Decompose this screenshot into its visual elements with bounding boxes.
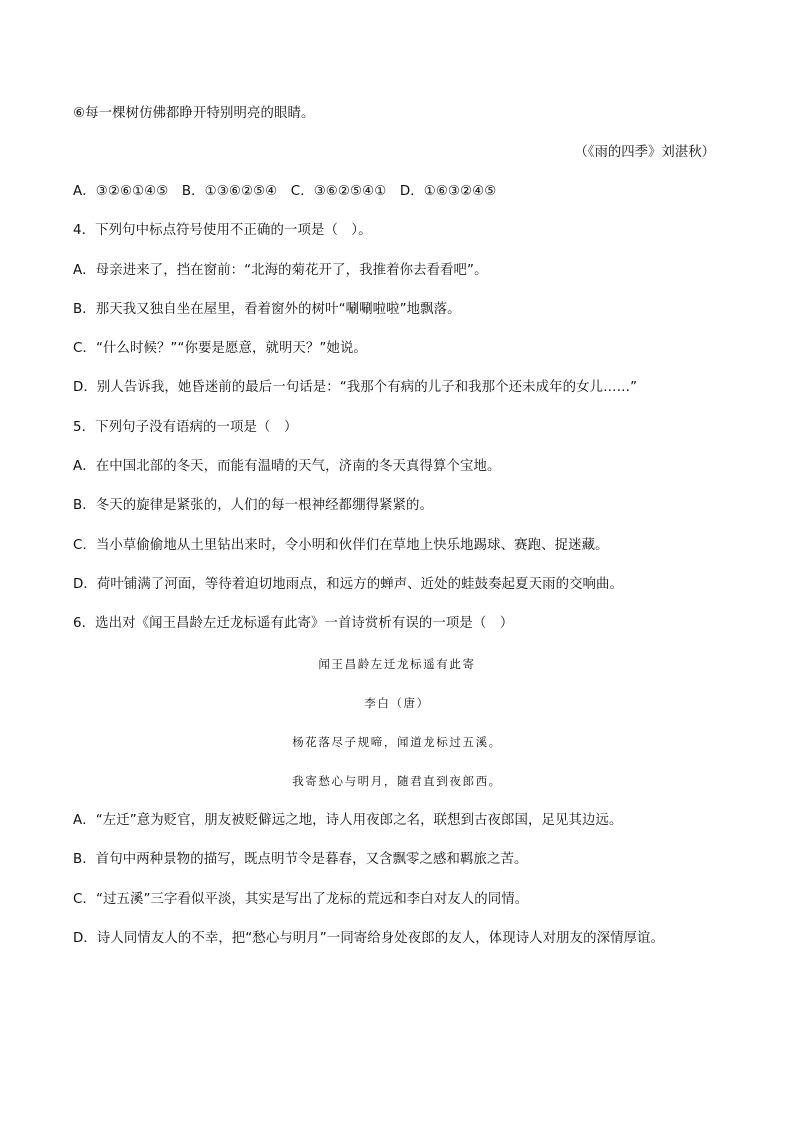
passage-sentence-6: ⑥每一棵树仿佛都睁开特别明亮的眼睛。 [73,106,315,121]
question-5-option-a: A．在中国北部的冬天，而能有温晴的天气，济南的冬天真得算个宝地。 [73,459,501,474]
question-4-option-d: D．别人告诉我，她昏迷前的最后一句话是：“我那个有病的儿子和我那个还未成年的女儿……” [73,380,638,395]
question-6-stem: 6．选出对《闻王昌龄左迁龙标遥有此寄》一首诗赏析有误的一项是（ ） [73,616,514,631]
poem-author: 李白（唐） [364,696,430,710]
question-4-stem: 4．下列句中标点符号使用不正确的一项是（ ）。 [73,223,372,238]
question-6-option-b: B．首句中两种景物的描写，既点明节令是暮春，又含飘零之感和羁旅之苦。 [73,852,528,867]
question-4-option-c: C．“什么时候？”“你要是愿意，就明天？”她说。 [73,341,367,356]
question-4-option-a: A．母亲进来了，挡在窗前：“北海的菊花开了，我推着你去看看吧”。 [73,263,488,278]
question-5-option-c: C．当小草偷偷地从土里钻出来时，令小明和伙伴们在草地上快乐地踢球、赛跑、捉迷藏。 [73,538,609,553]
question-5-option-b: B．冬天的旋律是紧张的，人们的每一根神经都绷得紧紧的。 [73,498,434,513]
question-3-options: A．③②⑥①④⑤ B．①③⑥②⑤④ C．③⑥②⑤④① D．①⑥③②④⑤ [73,184,497,199]
question-5-stem: 5．下列句子没有语病的一项是（ ） [73,420,298,435]
poem-line-1: 杨花落尽子规啼，闻道龙标过五溪。 [292,735,502,749]
poem-title: 闻王昌龄左迁龙标遥有此寄 [318,657,476,671]
question-6-option-a: A．“左迁”意为贬官，朋友被贬僻远之地，诗人用夜郎之名，联想到古夜郎国，足见其边远。 [73,813,623,828]
question-4-option-b: B．那天我又独自坐在屋里，看着窗外的树叶“唰唰啦啦”地飘落。 [73,302,461,317]
passage-source: （《雨的四季》刘湛秋） [574,145,715,160]
question-6-option-d: D．诗人同情友人的不幸，把“愁心与明月”一同寄给身处夜郎的友人，体现诗人对朋友的深情厚谊。 [73,931,665,946]
poem-line-2: 我寄愁心与明月，随君直到夜郎西。 [292,774,502,788]
question-6-option-c: C．“过五溪”三字看似平淡，其实是写出了龙标的荒远和李白对友人的同情。 [73,892,529,907]
question-5-option-d: D．荷叶铺满了河面，等待着迫切地雨点，和远方的蝉声、近处的蛙鼓奏起夏天雨的交响曲。 [73,577,624,592]
